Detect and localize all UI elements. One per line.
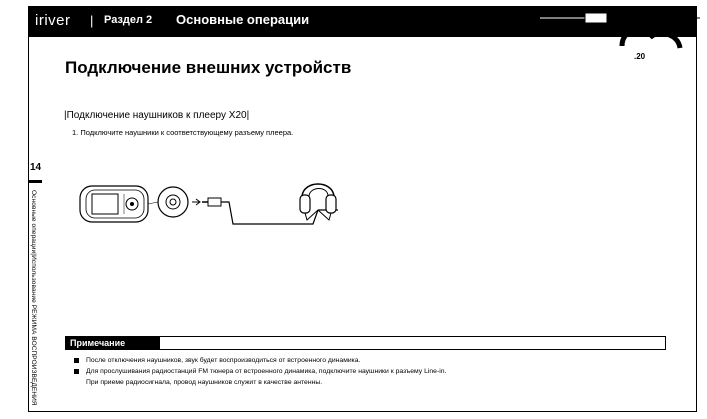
connection-illustration [72,180,362,236]
subheading: |Подключение наушников к плееру X20| [64,110,250,121]
note-item: Для прослушивания радиостанций FM тюнера от встроенного динамика, подключите наушники к разъему Line-in. [74,366,446,377]
note-item: После отключения наушников, звук будет воспроизводиться от встроенного динамика. [74,355,446,366]
note-continuation: При приеме радиосигнала, провод наушников служит в качестве антенны. [86,379,323,386]
page-number-bar [28,180,42,183]
jack-magnifier-icon [148,187,188,217]
model-badge: .20 [634,52,646,61]
side-tab [30,190,42,406]
note-list [74,355,446,388]
section-title: Основные операции [176,12,310,27]
arrow-icon [192,199,200,205]
brand-separator: | [90,13,94,28]
page-number: 14 [30,162,42,173]
step-1: 1. Подключите наушники к соответствующему разъему плеера. [72,128,294,137]
section-label: Раздел 2 [104,14,153,26]
bullet-icon [74,369,79,374]
headphones-icon [300,184,336,220]
side-tab-label: Основные операции|Использование РЕЖИМА ВОСПРОИЗВЕДЕНИЯ [30,190,37,406]
bullet-icon [74,358,79,363]
brand-logo: iriver [35,12,71,29]
mp3-player-icon [80,186,148,222]
note-label: Примечание [65,336,160,350]
cable-decoration-icon [540,0,700,80]
page-title: Подключение внешних устройств [65,58,352,77]
